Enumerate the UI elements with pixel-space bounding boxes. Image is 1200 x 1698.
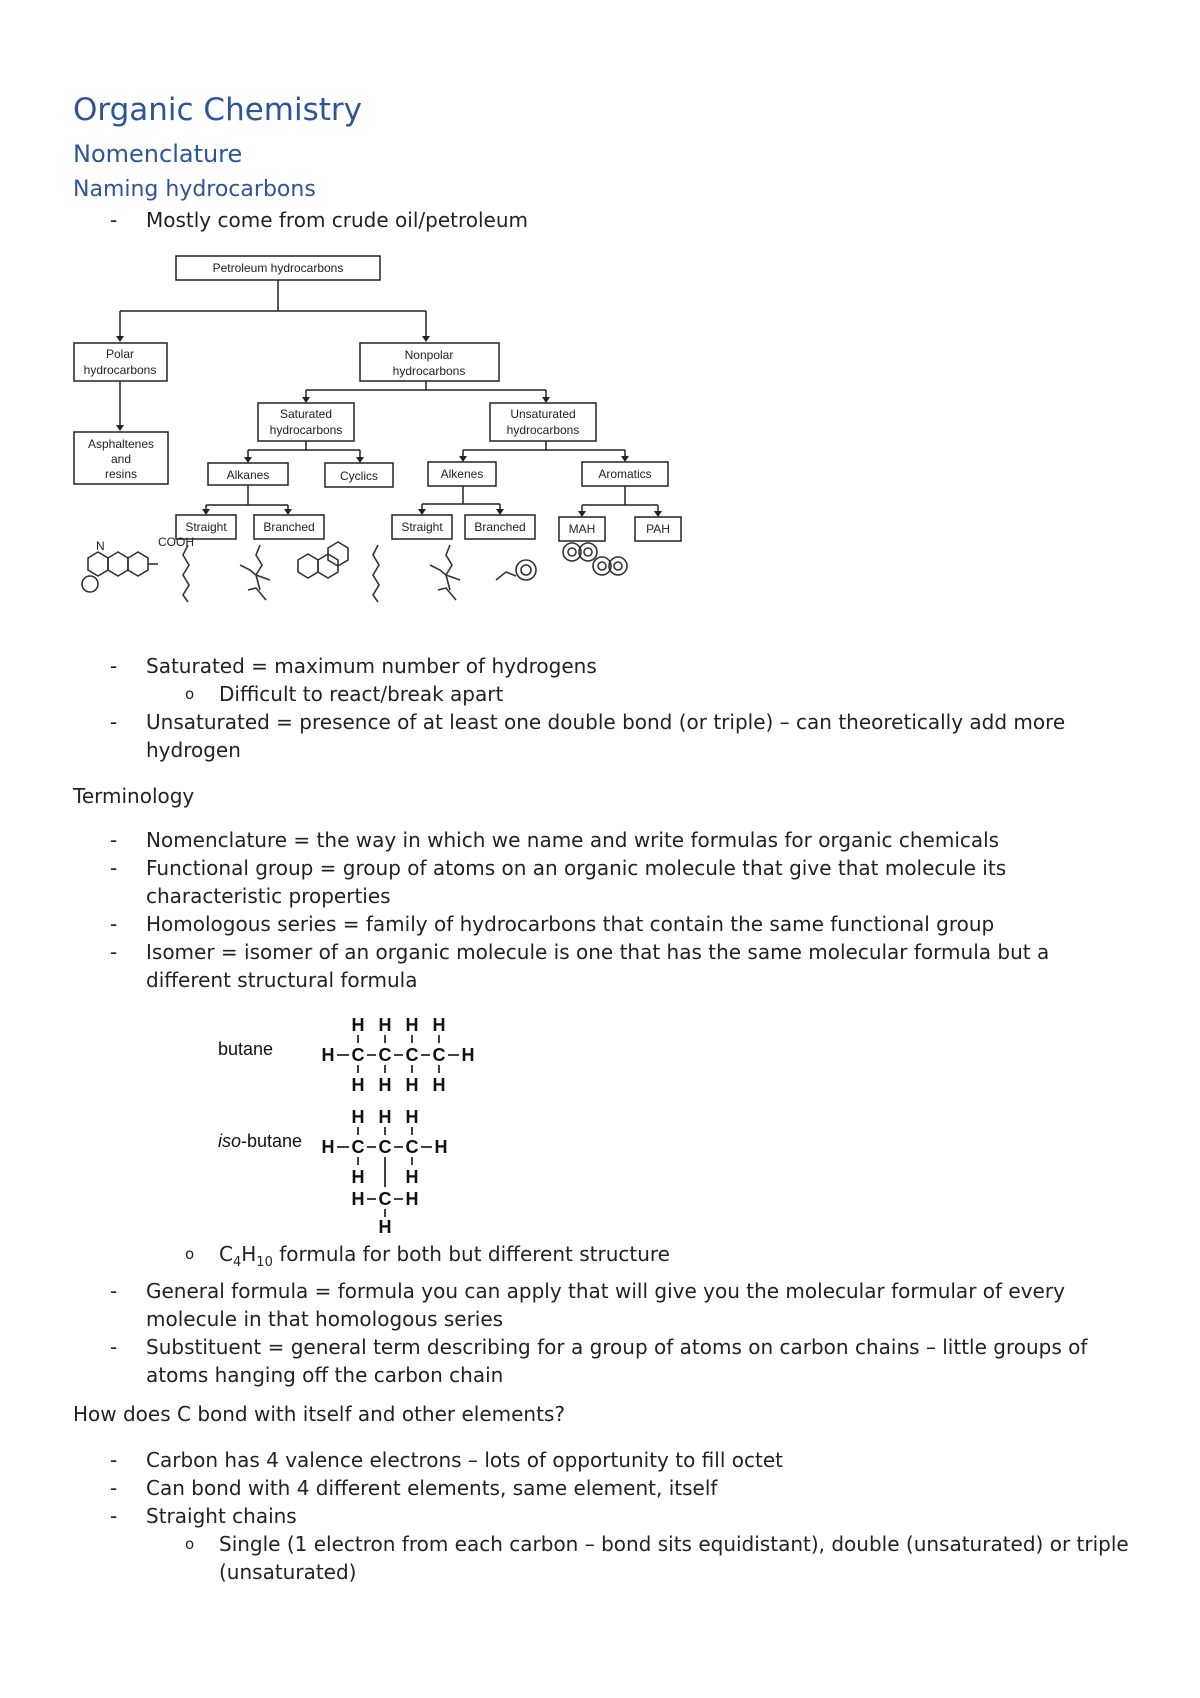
butane-label: butane [218,1039,274,1059]
butane-isobutane-structures [210,1005,510,1235]
svg-text:COOH: COOH [158,535,194,549]
svg-text:C: C [432,1045,446,1065]
terminology-list [0,826,1200,994]
svg-text:Saturated: Saturated [279,407,333,421]
svg-text:hydrocarbons: hydrocarbons [506,423,580,437]
svg-text:H: H [351,1015,365,1035]
svg-text:Nonpolar: Nonpolar [404,348,454,362]
list-subitem: o $C_4H_{10}$ formula for both but different structure [0,1240,1136,1277]
svg-text:H: H [434,1137,448,1157]
svg-text:N: N [96,539,105,553]
list-subitem: o Single (1 electron from each carbon – bond sits equidistant), double (unsaturated) or triple (unsaturated) [0,1530,1136,1586]
svg-text:H: H [405,1015,419,1035]
svg-text:C: C [378,1137,392,1157]
svg-text:H: H [378,1217,392,1235]
svg-text:H: H [378,1107,392,1127]
hydrocarbon-classification-diagram [70,250,710,630]
list-item: - Can bond with 4 different elements, same element, itself [0,1474,1136,1502]
diagram-label-root: Petroleum hydrocarbons [212,261,344,275]
svg-text:Alkanes: Alkanes [226,468,270,482]
svg-text:H: H [432,1015,446,1035]
list-item: - General formula = formula you can apply that will give you the molecular formular of every molecule in that homologous series [0,1277,1136,1333]
page-title: Organic Chemistry [73,92,363,128]
list-item: - Unsaturated = presence of at least one double bond (or triple) – can theoretically add more hydrogen [0,708,1136,764]
svg-text:H: H [405,1075,419,1095]
svg-text:H: H [351,1189,365,1209]
svg-text:hydrocarbons: hydrocarbons [83,363,157,377]
svg-text:hydrocarbons: hydrocarbons [392,364,466,378]
bonding-heading: How does C bond with itself and other elements? [73,1402,565,1426]
svg-text:C: C [405,1137,419,1157]
formula-list [0,1240,1200,1389]
svg-text:C: C [378,1189,392,1209]
list-item: - Carbon has 4 valence electrons – lots of opportunity to fill octet [0,1446,1136,1474]
svg-text:H: H [351,1167,365,1187]
list-item: - Homologous series = family of hydrocarbons that contain the same functional group [0,910,1136,938]
svg-text:hydrocarbons: hydrocarbons [269,423,343,437]
svg-text:Straight: Straight [185,520,227,534]
list-item: - Saturated = maximum number of hydrogens [0,652,1136,680]
svg-text:C: C [351,1137,365,1157]
subsection-heading: Naming hydrocarbons [73,177,316,202]
svg-text:H: H [461,1045,475,1065]
list-item: - Isomer = isomer of an organic molecule is one that has the same molecular formula but a different structural formula [0,938,1136,994]
svg-text:and: and [110,452,132,466]
svg-text:H: H [378,1075,392,1095]
svg-text:MAH: MAH [568,522,596,536]
section-heading: Nomenclature [73,140,243,168]
svg-text:resins: resins [104,467,138,481]
svg-text:Straight: Straight [401,520,443,534]
isobutane-label: iso-butane [218,1131,303,1151]
terminology-heading: Terminology [73,784,195,808]
svg-text:Alkenes: Alkenes [440,467,484,481]
list-item: - Straight chains [0,1502,1136,1530]
svg-text:Aromatics: Aromatics [598,467,652,481]
svg-text:H: H [432,1075,446,1095]
svg-text:Branched: Branched [263,520,315,534]
list-item: - Substituent = general term describing for a group of atoms on carbon chains – little groups of atoms hanging off the carbon chain [0,1333,1136,1389]
svg-text:H: H [405,1107,419,1127]
structure-sketches [82,542,627,602]
list-item: - Functional group = group of atoms on an organic molecule that give that molecule its characteristic properties [0,854,1136,910]
list-subitem: o Difficult to react/break apart [0,680,1136,708]
svg-text:Unsaturated: Unsaturated [510,407,576,421]
svg-text:Asphaltenes: Asphaltenes [87,437,155,451]
svg-text:H: H [351,1107,365,1127]
svg-text:PAH: PAH [646,522,670,536]
svg-text:Cyclics: Cyclics [340,469,378,483]
svg-text:H: H [351,1075,365,1095]
list-item: - Mostly come from crude oil/petroleum [0,206,1136,234]
svg-text:H: H [321,1045,335,1065]
svg-text:H: H [405,1189,419,1209]
bonding-list [0,1446,1200,1586]
list-item: - Nomenclature = the way in which we name and write formulas for organic chemicals [0,826,1136,854]
svg-text:C: C [378,1045,392,1065]
svg-text:H: H [378,1015,392,1035]
svg-text:Polar: Polar [105,347,135,361]
svg-text:H: H [405,1167,419,1187]
svg-text:C: C [405,1045,419,1065]
svg-text:H: H [321,1137,335,1157]
svg-text:C: C [351,1045,365,1065]
intro-list [0,206,1200,234]
saturation-list [0,652,1200,764]
svg-text:Branched: Branched [474,520,526,534]
